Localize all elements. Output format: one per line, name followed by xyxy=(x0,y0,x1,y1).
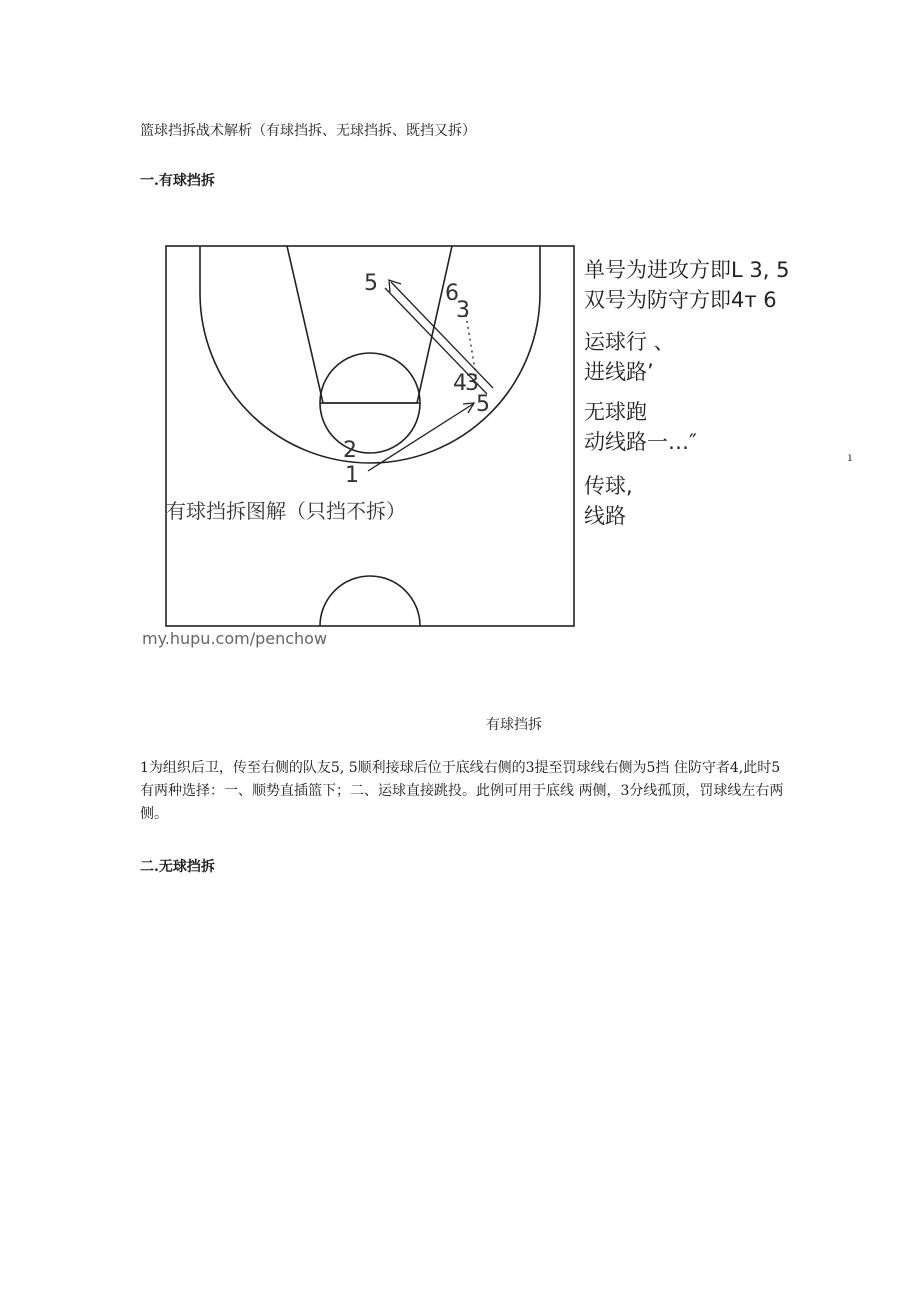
figure-caption: 有球挡拆 xyxy=(486,717,542,733)
court-diagram xyxy=(140,238,600,658)
player-5-top: 5 xyxy=(364,271,378,296)
player-3-bottom: 3 xyxy=(465,371,479,396)
legend-line-cut-2: 动线路一…″ xyxy=(584,430,697,454)
dribble-arrow xyxy=(368,404,473,471)
paragraph-line: 侧。 xyxy=(140,806,168,822)
player-4: 4 xyxy=(453,371,467,396)
diagram-title: 有球挡拆图解（只挡不拆） xyxy=(166,499,406,523)
legend-line-dribble-1: 运球行 、 xyxy=(584,330,675,354)
legend-line-cut-1: 无球跑 xyxy=(584,400,647,424)
player-2: 2 xyxy=(343,438,357,463)
court-boundary xyxy=(166,246,574,626)
player-1: 1 xyxy=(345,463,359,488)
legend-line-pass-2: 线路 xyxy=(584,504,626,528)
document-title: 篮球挡拆战术解析（有球挡拆、无球挡拆、既挡又拆） xyxy=(140,123,476,139)
player-5-right: 5 xyxy=(476,392,490,417)
center-circle xyxy=(320,576,420,626)
free-throw-lane xyxy=(287,246,452,403)
paragraph-line: 1为组织后卫，传至右侧的队友5, 5顺利接球后位于底线右侧的3提至罚球线右侧为5挡 住防守者4,此时5 xyxy=(140,760,781,776)
section-heading-off-ball-screen: 二.无球挡拆 xyxy=(140,859,215,875)
screen-dotted-line xyxy=(466,315,476,376)
legend-line-defense: 双号为防守方即4т 6 xyxy=(584,288,777,312)
watermark: my.hupu.com/penchow xyxy=(142,629,328,648)
player-3-top: 3 xyxy=(456,298,470,323)
legend-line-pass-1: 传球, xyxy=(584,474,633,498)
body-paragraph xyxy=(140,757,910,826)
paragraph-line: 有两种选择：一、顺势直插篮下；二、运球直接跳投。此例可用于底线 两侧，3分线孤顶，罚球线左右两 xyxy=(140,783,784,799)
dribble-arrowhead xyxy=(463,403,474,413)
legend-line-offense: 单号为进攻方即L 3, 5 xyxy=(584,258,790,282)
diagram-legend xyxy=(584,255,789,531)
stray-mark: ı xyxy=(848,450,852,464)
section-heading-with-ball-screen: 一.有球挡拆 xyxy=(140,173,215,189)
player-6: 6 xyxy=(445,281,459,306)
legend-line-dribble-2: 进线路’ xyxy=(584,360,654,384)
